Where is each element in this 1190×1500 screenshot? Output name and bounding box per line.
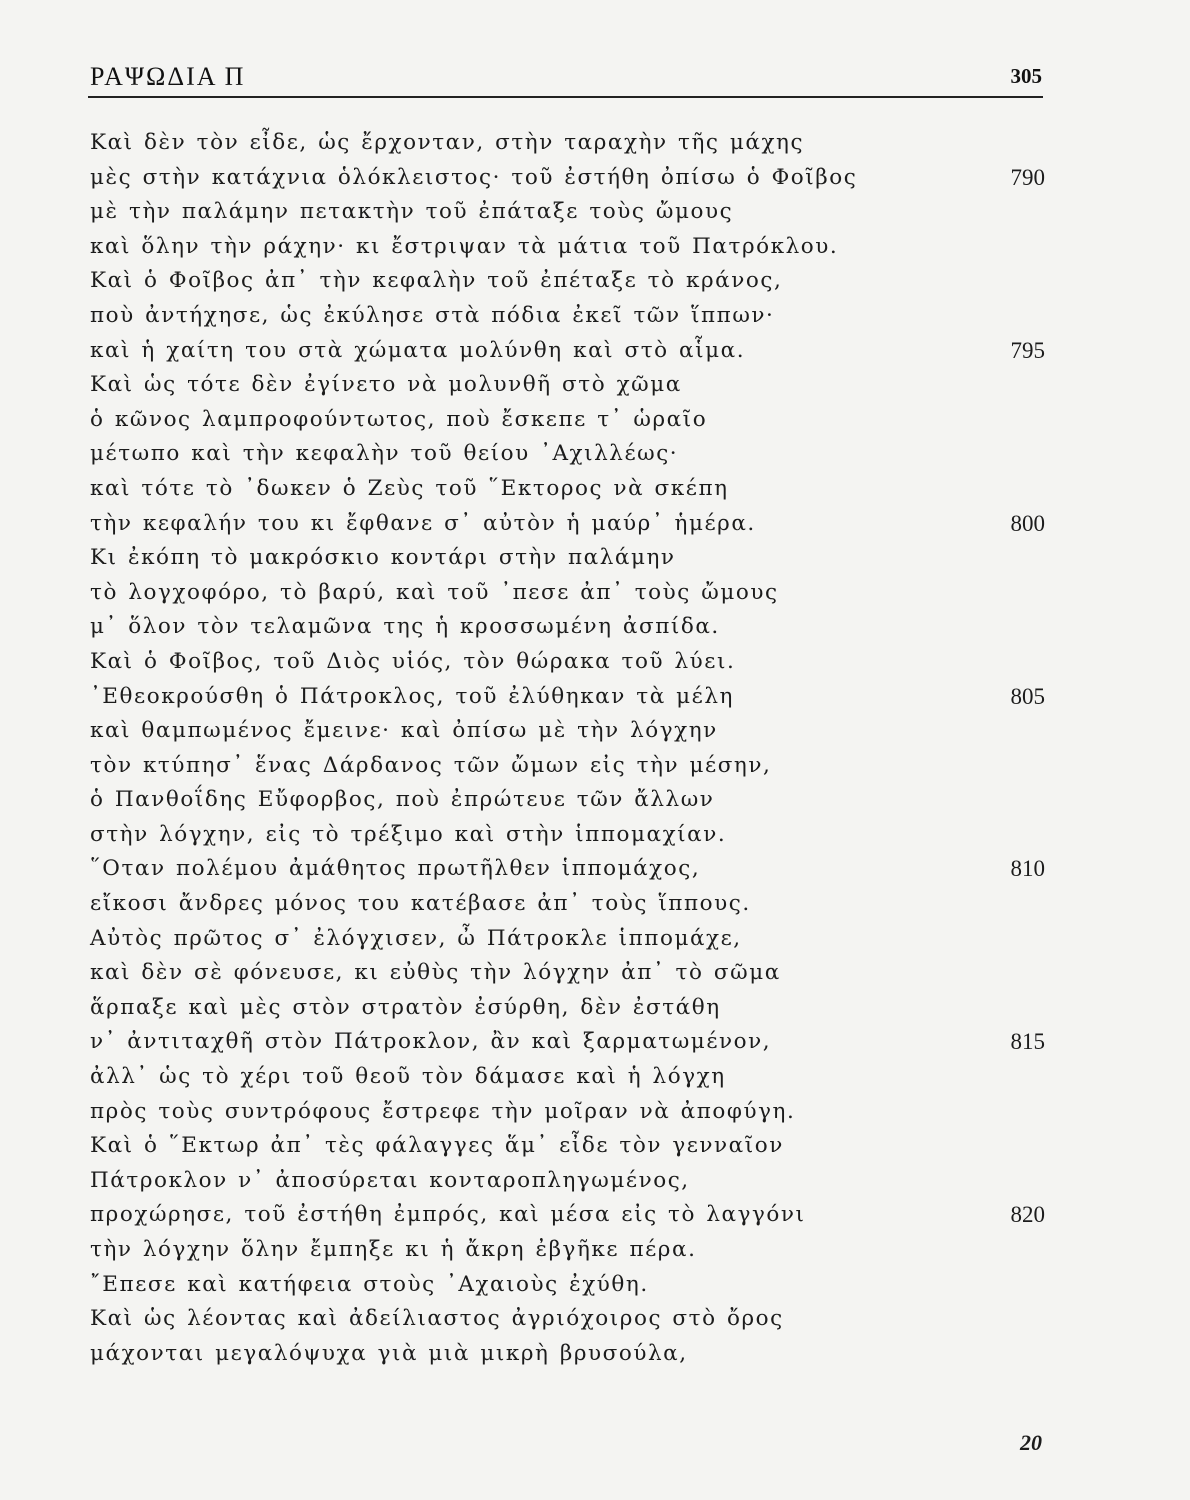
verse-line	[90, 334, 1045, 369]
line-number: 815	[1010, 1029, 1045, 1055]
verse-line	[90, 403, 1045, 438]
verse-line	[90, 472, 1045, 507]
verse-text: Κι ἐκόπη τὸ μακρόσκιο κοντάρι στὴν παλάμην	[90, 545, 676, 571]
verse-line	[90, 507, 1045, 542]
verse-line	[90, 645, 1045, 680]
verse-line	[90, 1025, 1045, 1060]
verse-text: μὲς στὴν κατάχνια ὁλόκλειστος· τοῦ ἐστήθη ὀπίσω ὁ Φοῖβος	[90, 164, 858, 190]
verse-text: πρὸς τοὺς συντρόφους ἔστρεφε τὴν μοῖραν νὰ ἀποφύγη.	[90, 1098, 796, 1124]
verse-text: Καὶ ὡς τότε δὲν ἐγίνετο νὰ μολυνθῆ στὸ χῶμα	[90, 372, 682, 398]
verse-text: ᾿Εθεοκρούσθη ὁ Πάτροκλος, τοῦ ἐλύθηκαν τὰ μέλη	[90, 683, 734, 709]
verse-text: ῞Οταν πολέμου ἀμάθητος πρωτῆλθεν ἱππομάχος,	[90, 856, 701, 882]
verse-text: Καὶ δὲν τὸν εἶδε, ὡς ἔρχονταν, στὴν ταραχὴν τῆς μάχης	[90, 130, 805, 155]
line-number: 810	[1010, 856, 1045, 882]
verse-line	[90, 1060, 1045, 1095]
verse-text: καὶ τότε τὸ ᾽δωκεν ὁ Ζεὺς τοῦ ῞Εκτορος νὰ σκέπη	[90, 475, 729, 501]
page-number: 305	[1010, 64, 1042, 88]
verse-text: Καὶ ὁ ῞Εκτωρ ἀπ᾽ τὲς φάλαγγες ἅμ᾽ εἶδε τὸν γενναῖον	[90, 1133, 784, 1159]
verse-line	[90, 991, 1045, 1026]
verse-line	[90, 852, 1045, 887]
header-rule	[88, 96, 1043, 98]
verse-line	[90, 1302, 1045, 1337]
verse-text: τὸ λογχοφόρο, τὸ βαρύ, καὶ τοῦ ᾽πεσε ἀπ᾽ τοὺς ὤμους	[90, 579, 779, 605]
verse-text: μὲ τὴν παλάμην πετακτὴν τοῦ ἐπάταξε τοὺς ὤμους	[90, 199, 734, 225]
verse-text: Αὐτὸς πρῶτος σ᾽ ἐλόγχισεν, ὦ Πάτροκλε ἱππομάχε,	[90, 925, 742, 951]
verse-line	[90, 576, 1045, 611]
verse-line	[90, 1095, 1045, 1130]
verse-text: Καὶ ὁ Φοῖβος, τοῦ Διὸς υἱός, τὸν θώρακα τοῦ λύει.	[90, 648, 736, 674]
verse-line	[90, 368, 1045, 403]
verse-text: καὶ δὲν σὲ φόνευσε, κι εὐθὺς τὴν λόγχην ἀπ᾽ τὸ σῶμα	[90, 960, 781, 986]
verse-text: ὁ Πανθοΐδης Εὔφορβος, ποὺ ἐπρώτευε τῶν ἄλλων	[90, 787, 715, 813]
verse-line	[90, 1233, 1045, 1268]
verse-text: μ᾽ ὅλον τὸν τελαμῶνα της ἡ κροσσωμένη ἀσπίδα.	[90, 614, 720, 640]
verse-line	[90, 1337, 1045, 1372]
verse-text: καὶ θαμπωμένος ἔμεινε· καὶ ὀπίσω μὲ τὴν λόγχην	[90, 718, 718, 744]
verse-text: μάχονται μεγαλόψυχα γιὰ μιὰ μικρὴ βρυσούλα,	[90, 1340, 688, 1366]
line-number: 805	[1010, 683, 1045, 709]
verse-text: καὶ ἡ χαίτη του στὰ χώματα μολύνθη καὶ στὸ αἷμα.	[90, 337, 746, 363]
verse-text: ν᾽ ἀντιταχθῆ στὸν Πάτροκλον, ἂν καὶ ξαρματωμένον,	[90, 1029, 772, 1055]
verse-line	[90, 230, 1045, 265]
running-title: ΡΑΨΩΔΙΑ Π	[90, 62, 246, 91]
verse-line	[90, 714, 1045, 749]
line-number: 820	[1010, 1202, 1045, 1228]
verse-line	[90, 887, 1045, 922]
verse-text: τὸν κτύπησ᾽ ἕνας Δάρδανος τῶν ὤμων εἰς τὴν μέσην,	[90, 752, 772, 778]
verse-text: στὴν λόγχην, εἰς τὸ τρέξιμο καὶ στὴν ἱππομαχίαν.	[90, 821, 727, 847]
line-number: 795	[1010, 337, 1045, 363]
verse-line	[90, 299, 1045, 334]
verse-line	[90, 161, 1045, 196]
page-header	[90, 62, 1042, 94]
signature-mark: 20	[1020, 1430, 1042, 1455]
verse-text: ὁ κῶνος λαμπροφούντωτος, ποὺ ἔσκεπε τ᾽ ὡραῖο	[90, 406, 708, 432]
verse-line	[90, 1164, 1045, 1199]
verse-text: Πάτροκλον ν᾽ ἀποσύρεται κονταροπληγωμένος,	[90, 1167, 690, 1193]
verse-line	[90, 818, 1045, 853]
verse-text: Καὶ ὡς λέοντας καὶ ἀδείλιαστος ἀγριόχοιρος στὸ ὄρος	[90, 1306, 784, 1332]
verse-line	[90, 126, 1045, 161]
line-number: 800	[1010, 510, 1045, 536]
verse-line	[90, 264, 1045, 299]
verse-text: ποὺ ἀντήχησε, ὡς ἐκύλησε στὰ πόδια ἐκεῖ τῶν ἵππων·	[90, 302, 775, 328]
verse-text: ἅρπαξε καὶ μὲς στὸν στρατὸν ἐσύρθη, δὲν ἐστάθη	[90, 994, 721, 1020]
verse-text: μέτωπο καὶ τὴν κεφαλὴν τοῦ θείου ᾿Αχιλλέως·	[90, 441, 679, 467]
verse-text: προχώρησε, τοῦ ἐστήθη ἐμπρός, καὶ μέσα εἰς τὸ λαγγόνι	[90, 1202, 806, 1228]
verse-line	[90, 437, 1045, 472]
verse-line	[90, 680, 1045, 715]
verse-text: εἴκοσι ἄνδρες μόνος του κατέβασε ἀπ᾽ τοὺς ἵππους.	[90, 891, 751, 917]
verse-text: ἀλλ᾽ ὡς τὸ χέρι τοῦ θεοῦ τὸν δάμασε καὶ ἡ λόγχη	[90, 1064, 726, 1090]
verse-line	[90, 610, 1045, 645]
verse-line	[90, 1268, 1045, 1303]
verse-line	[90, 956, 1045, 991]
verse-text: ῎Επεσε καὶ κατήφεια στοὺς ᾿Αχαιοὺς ἐχύθη.	[90, 1271, 649, 1297]
verse-line	[90, 541, 1045, 576]
verse-text: τὴν κεφαλήν του κι ἔφθανε σ᾽ αὐτὸν ἡ μαύρ᾽ ἡμέρα.	[90, 510, 756, 536]
verse-list	[90, 126, 1045, 1371]
verse-text: τὴν λόγχην ὅλην ἔμπηξε κι ἡ ἄκρη ἐβγῆκε πέρα.	[90, 1237, 697, 1262]
verse-line	[90, 1129, 1045, 1164]
verse-line	[90, 922, 1045, 957]
verse-line	[90, 749, 1045, 784]
verse-line	[90, 195, 1045, 230]
verse-text: Καὶ ὁ Φοῖβος ἀπ᾽ τὴν κεφαλὴν τοῦ ἐπέταξε τὸ κράνος,	[90, 268, 783, 294]
verse-line	[90, 1198, 1045, 1233]
line-number: 790	[1010, 164, 1045, 190]
verse-text: καὶ ὅλην τὴν ράχην· κι ἔστριψαν τὰ μάτια τοῦ Πατρόκλου.	[90, 233, 839, 259]
verse-line	[90, 783, 1045, 818]
